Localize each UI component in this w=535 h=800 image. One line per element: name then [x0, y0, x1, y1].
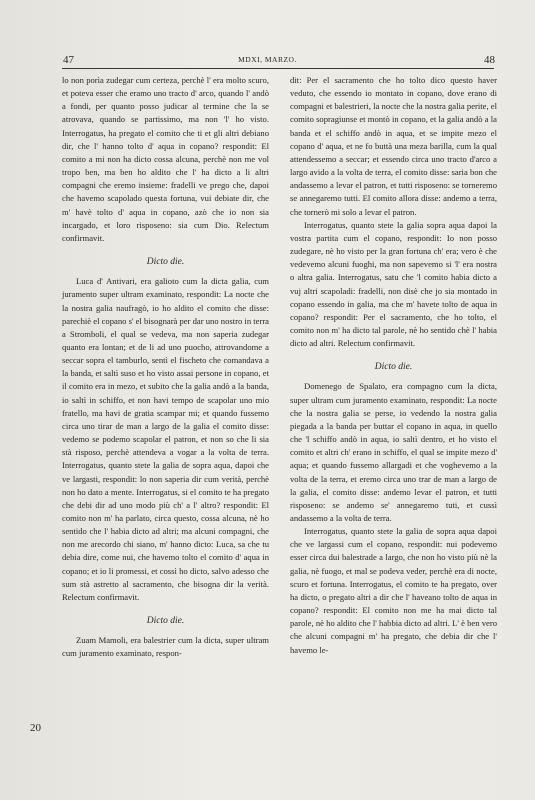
page-number-left: 47	[63, 54, 74, 66]
paragraph: Interrogatus, quanto stete la galia de sopra aqua dapoi che ve largassi cum el copano, respondit: nui podevemo esser circa dui balestrade a largo, che non ho visto più nè la galia, nè fuogo, et mal se podeva veder, perchè era di nocte, scuro et fortuna. Interrogatus, el comito te ha pregato, over ha dicto, o pregato altri a dir che l' haveano tolto de aqua in copano? respondit: El comito non me ha mai dicto tal parole, nè ho aldito che l' habbia dicto ad altri. L' è ben vero che alcuni compagni m' ha pregato, che debia dir che l' havemo le-	[290, 526, 497, 655]
header-rule	[62, 68, 494, 69]
section-heading: Dicto die.	[146, 257, 185, 268]
section-heading: Dicto die.	[146, 616, 185, 627]
paragraph: lo non porìa zudegar cum certeza, perchè l' era molto scuro, et poteva esser che eramo uno tracto d' arco, quando l' andò a fondi, per quanto posso judicar al termine che la se atrovava, quando se partissimo, ma non 'l' ho visto. Interrogatus, ha pregato el comito che ti et gli altri debiano dir, che l' hanno tolto d' aqua in copano? respondit: El comito a mi non ha dicto cossa alcuna, perchè non me vol tropo ben, ma ben ho aldito che l' ha dicto a li altri compagni che eremo insieme: fradelli ve prego che, dapoi che havemo scapolado questa fortuna, vui debiate dir, che m' havè tolto d' aqua in copano, azò che io non sia incargado, et loro risposeno: sia cum Dio. Relectum confirmavit.	[62, 75, 269, 243]
paragraph: Interrogatus, quanto stete la galia sopra aqua dapoi la vostra partita cum el copano, respondit: Io non posso zudegare, nè ho visto per la gran fortuna ch' era; vero è che vedevemo alcuni fuoghi, ma non sapevemo si 'l' era nostra o altra galia. Interrogatus, satu che 'l comito habia dicto a vuj altri scapoladi: fradelli, non disè che jo sia montado in copano essendo in galia, ma che m' havete tolto de aqua in copano? respondit: Per el sacramento, che ho tolto, el comito non m' ha dicto tal parole, nè ho sentido chè l' habia dicto ad altri. Relectum confirmavit.	[290, 219, 497, 349]
paragraph: Zuam Mamoli, era balestrier cum la dicta, super ultram cum juramento examinato, respon-	[62, 635, 269, 659]
left-column	[62, 74, 269, 661]
margin-line-number: 20	[30, 722, 41, 734]
section-heading: Dicto die.	[374, 362, 413, 373]
right-column	[290, 74, 497, 657]
running-title: MDXI, MARZO.	[238, 55, 297, 64]
paragraph: Luca d' Antivari, era galioto cum la dicta galia, cum juramento super ultram examinato, respondit: La nocte che la nostra galia naufragò, io ho aldito el comito che disse: parechiè el copano s' el bisognarà per dar uno nostro in terra a Stromboli, el qual se vedeva, ma non saperia zudegar quanto era lontan; et de li ad uno puocho, attrovandome a seccar sopra el tamburlo, sentì el fischeto che comandava a la banda, et saltì suso et ho visto assai persone in copano, et il comito era in mezo, et subito che la galia andò a la banda, io saltì in schiffo, et non havi tempo de scapolar uno mio fratello, ma havi de gratia scampar mi; et quando fussemo circa uno tirar de man a largo de la galia el comito disse: vedemo se podemo scapolar el patron, et non so che li sia stà risposo, perchè attendeva a vogar a la volta de terra. Interrogatus, quanto stete la galia de sopra aqua, dapoi che ve largasti, respondit: lo non saperia dir cum verità, perchè non ho dato a mente. Interrogatus, si el comito te ha pregato che debi dir ad uno modo più ch' a l' altro? respondit: El comito non m' ha parlato, circa questo, cossa alcuna, nè ho sentido che l' habia dicto ad altri; ma alcuni compagni, che non me arecordo chi siano, m' hanno dicto: Luca, sa che tu debia dire, come nui, che havemo tolto el comito d' aqua in copano; et io li promessi, et cossì ho dicto, salvo adesso che sum stà astretto al sacramento, che bisogna dir la verità. Relectum confirmavit.	[62, 276, 270, 602]
paragraph: dit: Per el sacramento che ho tolto dico questo haver veduto, che essendo io montato in copano, dove erano di compagni et balestrieri, la nocte che la nostra galia perite, el comito sopragiunse et montò in copano, et la galia andò a la banda et el schiffo andò in aqua, et se impite mezo el copano d' aqua, et ne fo buttà una meza barilla, cum la qual attendessemo a seccar; et essendo circa uno tracto d'arco a largo avido a la volta de terra, el comito disse: saria bon che andassemo a levar el patron, et tutti risposeno: se torneremo se annegaremo tutti. El comito allora disse: andemo a terra, che tornerò mi solo a levar el patron.	[290, 75, 497, 217]
page-header	[0, 54, 535, 68]
page-number-right: 48	[484, 54, 495, 66]
paragraph: Domenego de Spalato, era compagno cum la dicta, super ultram cum juramento examinato, respondit: La nocte che la nostra galia se perse, io vedendo la nostra galia piegada a la banda per buttar el copano in aqua, in quello che 'l schiffo andò in aqua, io saltì dentro, et ho visto el comito et altri ch' erano in schiffo, el qual se impite mezo d' aqua; et quando fussemo allargadi et che voghevemo a la volta de la terra, et eremo circa uno trar de man a largo de la galia, el comito disse: andemo levar el patron, et tutti risposeno: se andemo se' annegaremo tuti, et cussì andassemo a la volta de terra.	[290, 381, 497, 523]
